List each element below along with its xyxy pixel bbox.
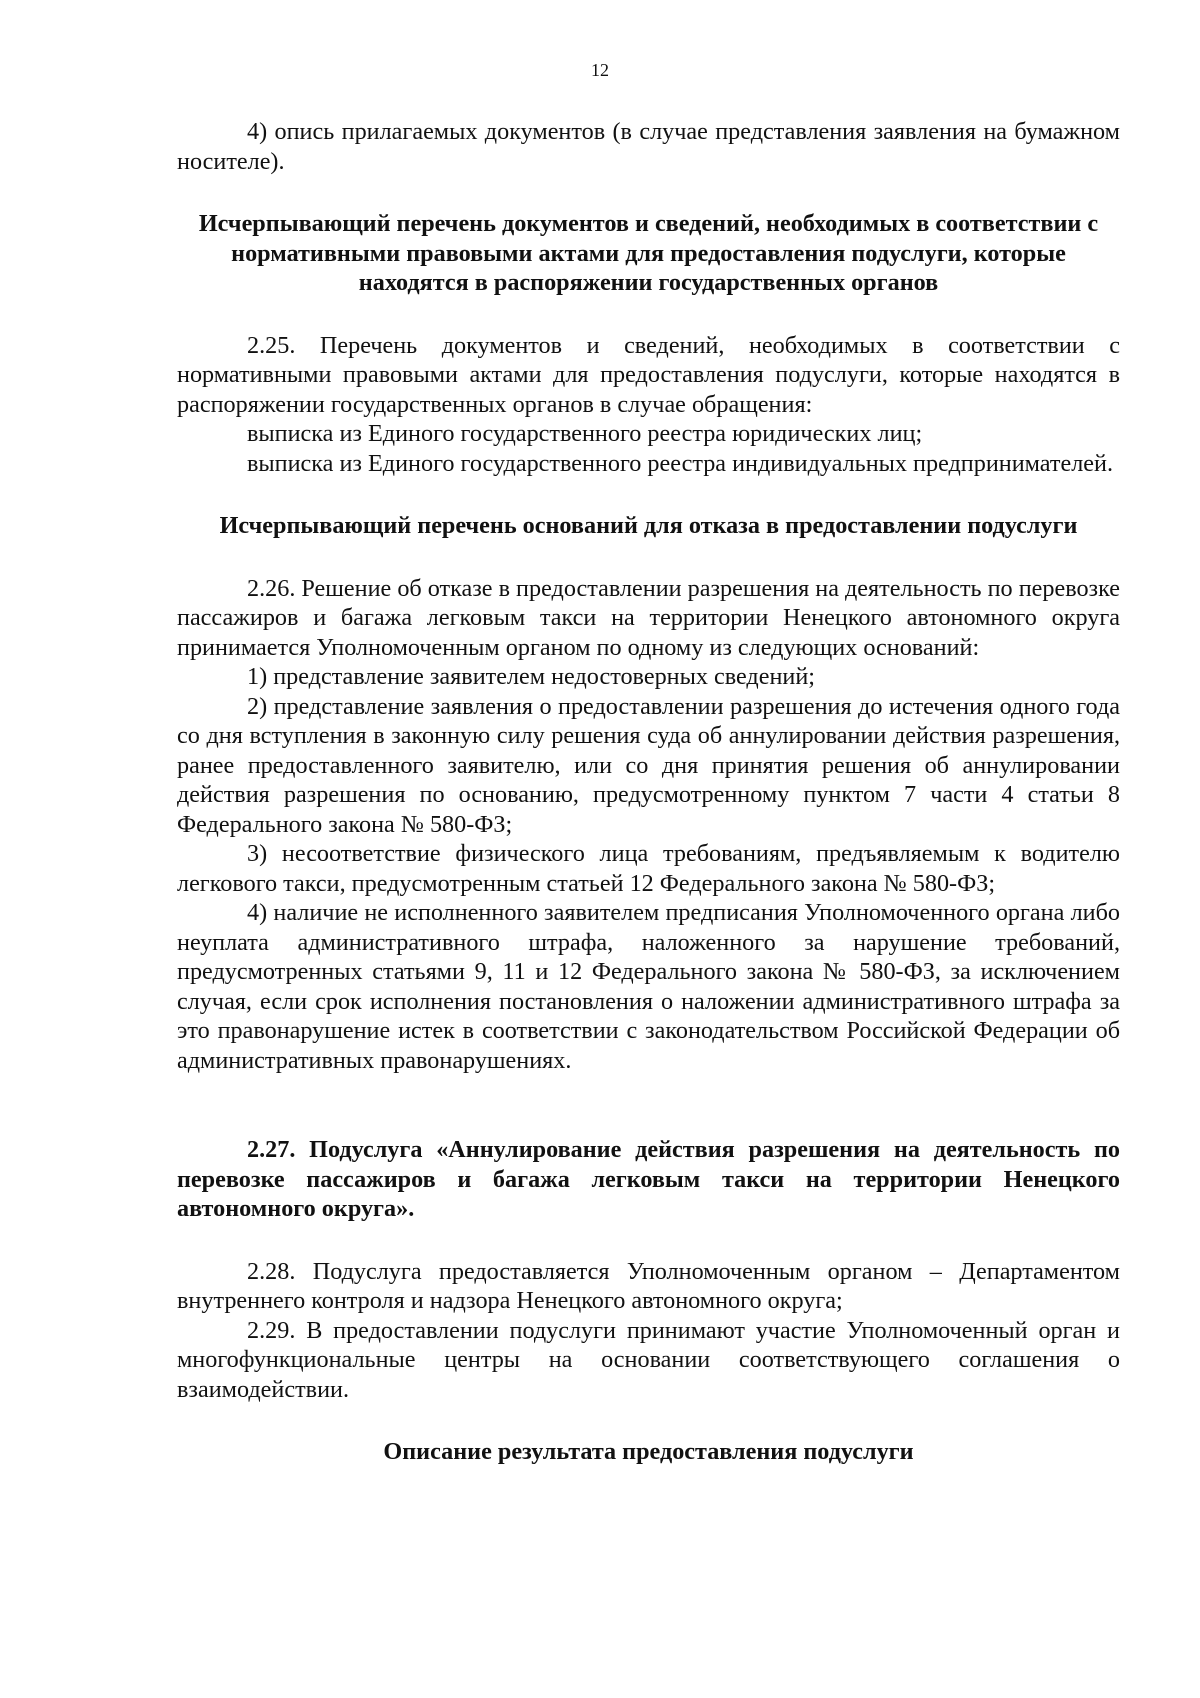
paragraph-2-28: 2.28. Подуслуга предоставляется Уполномоченным органом – Департаментом внутреннего контроля и надзора Ненецкого автономного округа; <box>177 1257 1120 1314</box>
paragraph-ground-4: 4) наличие не исполненного заявителем предписания Уполномоченного органа либо неуплата административного штрафа, наложенного за нарушение требований, предусмотренных статьями 9, 11 и 12 Федерального закона № 580-ФЗ, за исключением случая, если срок исполнения постановления о наложении административного штрафа за это правонарушение истек в соответствии с законодательством Российской Федерации об административных правонарушениях. <box>177 899 1120 1074</box>
spacer <box>177 1404 1120 1437</box>
paragraph-ground-2: 2) представление заявления о предоставлении разрешения до истечения одного года со дня вступления в законную силу решения суда об аннулировании действия разрешения, ранее предоставленного заявителю, или со дня принятия решения об аннулировании действия разрешения по основанию, предусмотренному пунктом 7 части 4 статьи 8 Федерального закона № 580-ФЗ; <box>177 692 1120 838</box>
paragraph-2-26: 2.26. Решение об отказе в предоставлении разрешения на деятельность по перевозке пассажиров и багажа легковым такси на территории Ненецкого автономного округа принимается Уполномоченным органом по одному из следующих оснований: <box>177 574 1120 661</box>
spacer <box>177 1224 1120 1257</box>
spacer <box>177 1075 1120 1135</box>
spacer <box>177 298 1120 331</box>
paragraph-extract-entrepreneurs: выписка из Единого государственного реестра индивидуальных предпринимателей. <box>247 449 1114 477</box>
section-heading-documents-list: Исчерпывающий перечень документов и сведений, необходимых в соответствии с нормативными правовыми актами для предоставления подуслуги, которые находятся в распоряжении государственных органов <box>198 210 1099 296</box>
paragraph-item-4-inventory: 4) опись прилагаемых документов (в случае представления заявления на бумажном носителе). <box>177 118 1120 175</box>
section-heading-refusal-grounds: Исчерпывающий перечень оснований для отказа в предоставлении подуслуги <box>219 512 1078 539</box>
paragraph-extract-legal-entities: выписка из Единого государственного реестра юридических лиц; <box>247 420 923 447</box>
spacer <box>177 541 1120 574</box>
section-heading-2-27: 2.27. Подуслуга «Аннулирование действия разрешения на деятельность по перевозке пассажиров и багажа легковым такси на территории Ненецкого автономного округа». <box>177 1136 1120 1222</box>
spacer <box>177 176 1120 209</box>
paragraph-2-29: 2.29. В предоставлении подуслуги принимают участие Уполномоченный орган и многофункциональные центры на основании соответствующего соглашения о взаимодействии. <box>177 1316 1120 1403</box>
paragraph-ground-3: 3) несоответствие физического лица требованиям, предъявляемым к водителю легкового такси, предусмотренным статьей 12 Федерального закона № 580-ФЗ; <box>177 840 1120 897</box>
section-heading-result-description: Описание результата предоставления подуслуги <box>383 1438 914 1465</box>
paragraph-2-25: 2.25. Перечень документов и сведений, необходимых в соответствии с нормативными правовыми актами для предоставления подуслуги, которые находятся в распоряжении государственных органов в случае обращения: <box>177 331 1120 418</box>
spacer <box>177 478 1120 511</box>
document-body <box>177 117 1120 1467</box>
paragraph-ground-1: 1) представление заявителем недостоверных сведений; <box>247 663 816 690</box>
page-number: 12 <box>591 60 609 80</box>
